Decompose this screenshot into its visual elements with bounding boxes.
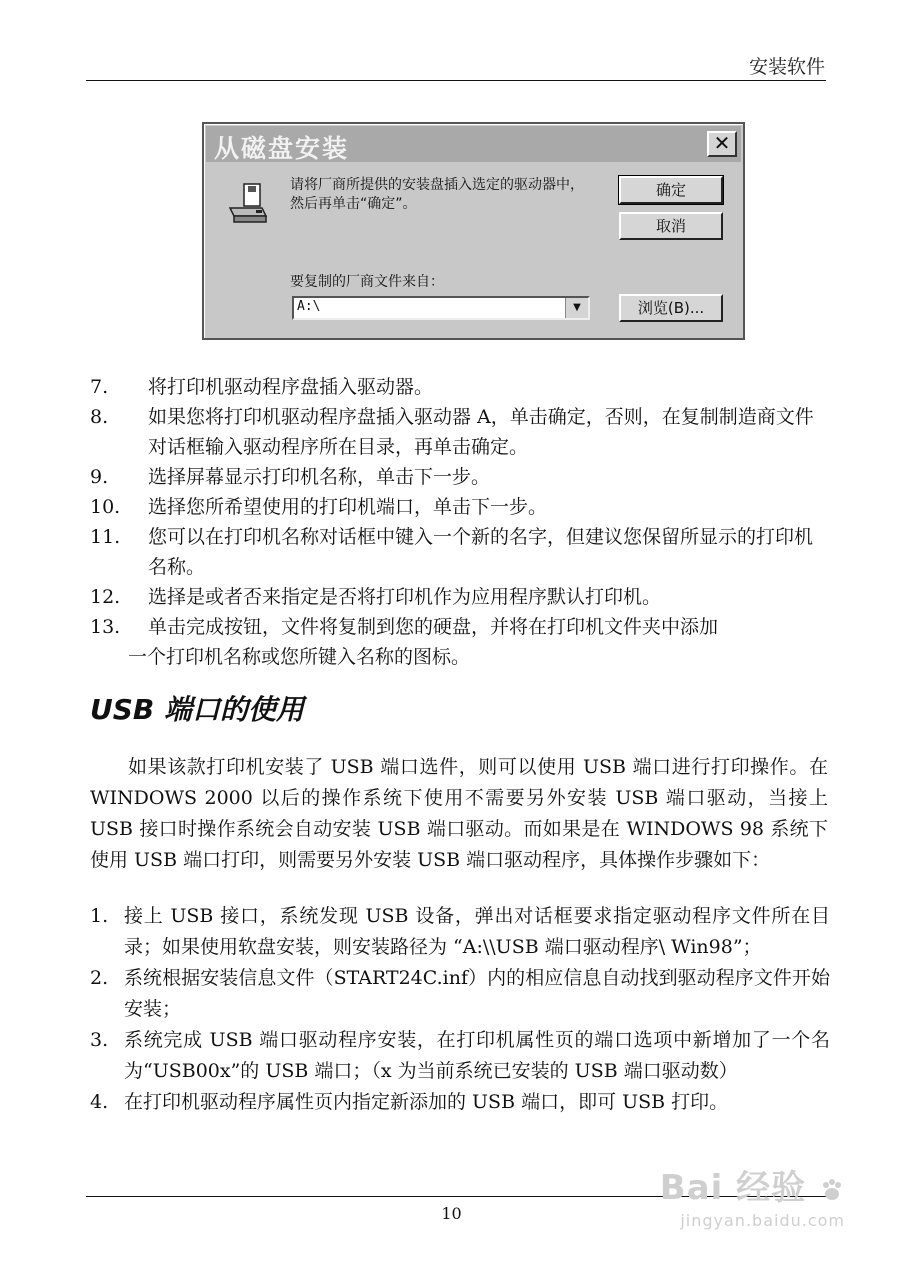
install-from-disk-dialog	[202, 122, 745, 340]
dialog-titlebar	[206, 126, 741, 162]
watermark-brand	[660, 1160, 845, 1209]
step-text: 单击完成按钮，文件将复制到您的硬盘，并将在打印机文件夹中添加	[148, 616, 719, 638]
list-item	[90, 901, 830, 963]
step-number: 9.	[90, 466, 109, 488]
floppy-drive-icon	[226, 182, 270, 226]
usb-install-steps	[90, 901, 830, 1118]
list-item	[90, 612, 830, 672]
list-item	[90, 1025, 830, 1087]
list-item	[90, 402, 830, 462]
list-item	[90, 582, 830, 612]
step-number: 3.	[90, 1029, 109, 1051]
step-text: 系统根据安装信息文件（START24C.inf）内的相应信息自动找到驱动程序文件开始安装；	[124, 967, 830, 1020]
dropdown-arrow-icon[interactable]: ▼	[565, 298, 588, 318]
step-number: 13.	[90, 616, 121, 638]
step-number: 4.	[90, 1091, 109, 1113]
step-text: 您可以在打印机名称对话框中键入一个新的名字，但建议您保留所显示的打印机名称。	[148, 526, 814, 578]
dialog-instruction: 请将厂商所提供的安装盘插入选定的驱动器中，然后再单击“确定”。	[290, 177, 584, 212]
list-item	[90, 492, 830, 522]
step-number: 10.	[90, 496, 121, 518]
close-icon: ✕	[713, 131, 731, 155]
paw-icon	[819, 1177, 845, 1203]
ok-button[interactable]: 确定	[619, 176, 723, 204]
step-text: 系统完成 USB 端口驱动程序安装，在打印机属性页的端口选项中新增加了一个名为“USB00x”的 USB 端口；（x 为当前系统已安装的 USB 端口驱动数）	[124, 1029, 830, 1082]
list-item	[90, 522, 830, 582]
page-number: 10	[441, 1204, 462, 1223]
list-item	[90, 462, 830, 492]
step-number: 8.	[90, 406, 109, 428]
close-button[interactable]	[707, 131, 737, 157]
step-text: 选择屏幕显示打印机名称，单击下一步。	[148, 466, 491, 488]
header-rule	[86, 80, 826, 81]
step-text-continued: 一个打印机名称或您所键入名称的图标。	[128, 646, 471, 668]
watermark	[660, 1160, 845, 1230]
step-number: 2.	[90, 967, 109, 989]
watermark-url: jingyan.baidu.com	[680, 1211, 845, 1230]
copy-from-label: 要复制的厂商文件来自：	[290, 274, 444, 290]
copy-from-value: A:\	[297, 299, 321, 314]
watermark-brand-text: Bai 经验	[659, 1168, 807, 1208]
step-text: 在打印机驱动程序属性页内指定新添加的 USB 端口，即可 USB 打印。	[124, 1091, 729, 1113]
step-number: 12.	[90, 586, 121, 608]
step-text: 将打印机驱动程序盘插入驱动器。	[148, 376, 434, 398]
list-item	[90, 963, 830, 1025]
step-text: 如果您将打印机驱动程序盘插入驱动器 A，单击确定，否则，在复制制造商文件对话框输入驱动程序所在目录，再单击确定。	[148, 406, 814, 458]
step-text: 选择您所希望使用的打印机端口，单击下一步。	[148, 496, 548, 518]
install-steps	[90, 372, 830, 672]
step-number: 1.	[90, 905, 109, 927]
list-item	[90, 372, 830, 402]
copy-from-combobox[interactable]	[292, 296, 590, 320]
cancel-button[interactable]: 取消	[619, 212, 723, 240]
list-item	[90, 1087, 830, 1118]
header-title: 安装软件	[748, 56, 825, 78]
dialog-title: 从磁盘安装	[214, 134, 350, 163]
step-text: 选择是或者否来指定是否将打印机作为应用程序默认打印机。	[148, 586, 662, 608]
step-text: 接上 USB 接口，系统发现 USB 设备，弹出对话框要求指定驱动程序文件所在目录；如果使用软盘安装，则安装路径为 “A:\\USB 端口驱动程序\ Win98”；	[124, 905, 830, 958]
section-paragraph: 如果该款打印机安装了 USB 端口选件，则可以使用 USB 端口进行打印操作。在 WINDOWS 2000 以后的操作系统下使用不需要另外安装 USB 端口驱动，当接上 USB 接口时操作系统会自动安装 USB 端口驱动。而如果是在 WINDOWS 98 系统下使用 USB 端口打印，则需要另外安装 USB 端口驱动程序，具体操作步骤如下：	[90, 756, 828, 871]
step-number: 7.	[90, 376, 109, 398]
browse-button[interactable]: 浏览(B)...	[619, 294, 723, 322]
step-number: 11.	[90, 526, 121, 548]
section-heading: USB 端口的使用	[90, 693, 304, 726]
